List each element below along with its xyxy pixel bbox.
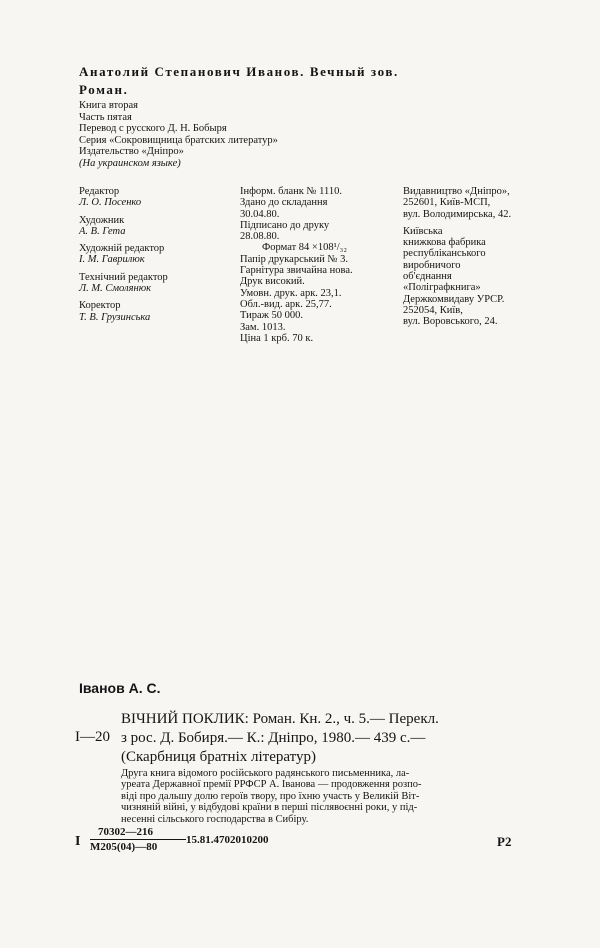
meta-line: Книга вторая	[79, 100, 138, 111]
book-title-line: Анатолий Степанович Иванов. Вечный зов.	[79, 64, 399, 79]
artist-role: Художник	[79, 214, 125, 226]
meta-line: Издательство «Днiпро»	[79, 146, 184, 158]
staff-column	[79, 186, 168, 323]
bibliographic-record	[121, 710, 439, 767]
corrector-role: Коректор	[79, 300, 121, 312]
fraction-numerator: 70302—216	[90, 826, 186, 840]
signed-date: 28.08.80.	[240, 231, 280, 243]
annotation-line: несенні сільського господарства в Сибіру.	[121, 813, 309, 825]
annotation-line: Друга книга відомого російського радянського письменника, ла-	[121, 768, 410, 779]
printer-line: вул. Воровського, 24.	[403, 316, 498, 328]
printer-line: республіканського	[403, 248, 486, 260]
annotation-line: чизняній війні, у відбудові країни в перші післявоєнні роки, у під-	[121, 802, 418, 814]
printer-line: Київська	[403, 225, 443, 237]
meta-line: (На украинском языке)	[79, 157, 181, 169]
printer-line: «Поліграфкнига»	[403, 282, 481, 294]
index-letter: І	[75, 834, 81, 849]
printer-line: книжкова фабрика	[403, 237, 486, 249]
publishing-sheets: Обл.-вид. арк. 25,77.	[240, 298, 332, 310]
meta-line: Серия «Сокровищница братских литератур»	[79, 134, 278, 146]
art-editor-role: Художній редактор	[79, 243, 165, 255]
publisher-street: вул. Володимирська, 42.	[403, 208, 512, 220]
print-method: Друк високий.	[240, 276, 305, 288]
price: Ціна 1 крб. 70 к.	[240, 332, 314, 344]
bbk-code: Р2	[497, 834, 512, 849]
catalog-index: І—20	[75, 729, 110, 745]
printer-line: виробничого	[403, 259, 461, 271]
production-column	[240, 186, 353, 344]
catalog-author: Іванов А. С.	[79, 680, 161, 696]
original-edition-info	[79, 100, 278, 170]
editor-name: Л. О. Посенко	[79, 197, 142, 209]
publisher-name: Видавництво «Дніпро»,	[403, 186, 510, 197]
submitted-label: Здано до складання	[240, 197, 328, 209]
annotation	[121, 768, 422, 825]
annotation-line: уреата Державної премії РРФСР А. Іванова — продовження розпо-	[121, 779, 422, 791]
fraction-denominator: М205(04)—80	[90, 841, 158, 853]
art-editor-name: І. М. Гаврилюк	[79, 254, 145, 266]
print-sheets: Умовн. друк. арк. 23,1.	[240, 287, 342, 299]
info-blank: Інформ. бланк № 1110.	[240, 186, 342, 197]
bib-line: (Скарбниця братніх літератур)	[121, 749, 316, 765]
printer-line: Держкомвидаву УРСР.	[403, 293, 505, 305]
corrector-name: Т. В. Грузинська	[79, 311, 151, 323]
format: Формат 84 ×108¹/₃₂	[262, 242, 347, 254]
editor-role: Редактор	[79, 186, 120, 197]
tech-editor-name: Л. М. Смолянюк	[79, 283, 152, 295]
meta-line: Перевод с русского Д. Н. Бобыря	[79, 123, 227, 135]
catalog-code: 15.81.4702010200	[186, 834, 269, 846]
meta-line: Часть пятая	[79, 111, 132, 123]
publisher-city: 252601, Київ-МСП,	[403, 197, 491, 209]
artist-name: А. В. Гета	[79, 225, 126, 237]
order-number: Зам. 1013.	[240, 321, 286, 333]
typeface: Гарнітура звичайна нова.	[240, 265, 353, 277]
submitted-date: 30.04.80.	[240, 208, 280, 220]
printer-line: об'єднання	[403, 271, 452, 283]
book-genre: Роман.	[79, 82, 129, 97]
tech-editor-role: Технічний редактор	[79, 271, 168, 283]
signed-label: Підписано до друку	[240, 219, 330, 231]
bib-line: з рос. Д. Бобиря.— К.: Дніпро, 1980.— 439 с.—	[121, 730, 426, 746]
printer-line: 252054, Київ,	[403, 304, 463, 316]
bib-line: ВІЧНИЙ ПОКЛИК: Роман. Кн. 2., ч. 5.— Перекл.	[121, 711, 439, 727]
annotation-line: віді про дальшу долю героїв твору, про їхню участь у Великій Віт-	[121, 790, 420, 802]
paper: Папір друкарський № 3.	[240, 253, 349, 265]
catalog-fraction	[90, 826, 186, 853]
publisher-column	[403, 186, 511, 328]
print-run: Тираж 50 000.	[240, 310, 304, 322]
